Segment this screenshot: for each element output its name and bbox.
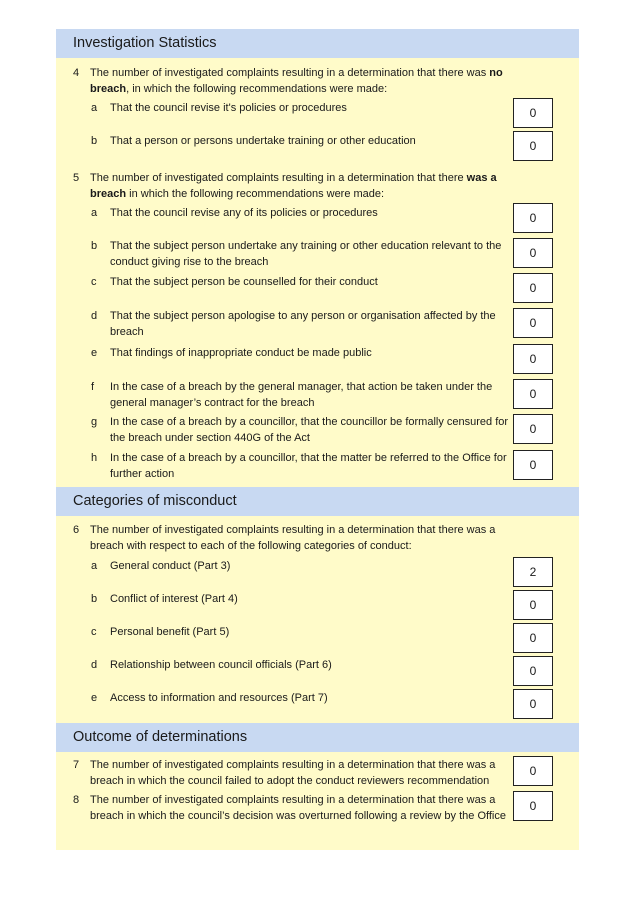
question-4-number: 4 — [73, 67, 80, 79]
section-header-categories-of-misconduct: Categories of misconduct — [56, 487, 579, 516]
q6-item-e-value[interactable]: 0 — [513, 689, 553, 719]
q6-item-d-text: Relationship between council officials (Part 6) — [110, 659, 332, 671]
q6-item-e-text: Access to information and resources (Part 7) — [110, 692, 328, 704]
q4-item-b-letter: b — [91, 135, 98, 147]
q5-item-f-text: In the case of a breach by the general manager, that action be taken under the general manager’s contract for the breach — [110, 381, 493, 409]
q6-item-c-value[interactable]: 0 — [513, 623, 553, 653]
q6-item-c-text: Personal benefit (Part 5) — [110, 626, 230, 638]
section-header-investigation-statistics: Investigation Statistics — [56, 29, 579, 58]
q4-item-b-text: That a person or persons undertake training or other education — [110, 135, 416, 147]
q5-item-g-text: In the case of a breach by a councillor, that the councillor be formally censured for the breach under section 440G of the Act — [110, 416, 509, 444]
q5-item-h-value[interactable]: 0 — [513, 450, 553, 480]
q5-item-h-text: In the case of a breach by a councillor, that the matter be referred to the Office for further action — [110, 452, 507, 480]
question-7-number: 7 — [73, 759, 80, 771]
q6-item-d-value[interactable]: 0 — [513, 656, 553, 686]
q5-item-h-letter: h — [91, 452, 98, 464]
question-5-text: The number of investigated complaints resulting in a determination that there was a breach in which the following recommendations were made: — [90, 172, 497, 200]
q5-item-d-value[interactable]: 0 — [513, 308, 553, 338]
q5-item-d-text: That the subject person apologise to any person or organisation affected by the breach — [110, 310, 496, 338]
q7-value[interactable]: 0 — [513, 756, 553, 786]
q4-item-a-text: That the council revise it's policies or procedures — [110, 102, 347, 114]
q5-item-e-letter: e — [91, 347, 98, 359]
q5-item-g-letter: g — [91, 416, 98, 428]
q5-item-a-text: That the council revise any of its policies or procedures — [110, 207, 378, 219]
q5-item-g-value[interactable]: 0 — [513, 414, 553, 444]
question-8-text: The number of investigated complaints resulting in a determination that there was a breach in which the council’s decision was overturned following a review by the Office — [90, 794, 506, 822]
q6-item-a-letter: a — [91, 560, 98, 572]
q5-item-f-letter: f — [91, 381, 95, 393]
question-7-text: The number of investigated complaints resulting in a determination that there was a breach in which the council failed to adopt the conduct reviewers recommendation — [90, 759, 496, 787]
question-6-number: 6 — [73, 524, 80, 536]
q5-item-f-value[interactable]: 0 — [513, 379, 553, 409]
q5-item-e-text: That findings of inappropriate conduct be made public — [110, 347, 372, 359]
q4-item-b-value[interactable]: 0 — [513, 131, 553, 161]
question-8-number: 8 — [73, 794, 80, 806]
q5-item-c-value[interactable]: 0 — [513, 273, 553, 303]
q5-item-d-letter: d — [91, 310, 98, 322]
q5-item-b-letter: b — [91, 240, 98, 252]
q8-value[interactable]: 0 — [513, 791, 553, 821]
q6-item-e-letter: e — [91, 692, 98, 704]
q6-item-c-letter: c — [91, 626, 97, 638]
q5-item-a-value[interactable]: 0 — [513, 203, 553, 233]
question-6-text: The number of investigated complaints resulting in a determination that there was a breach with respect to each of the following categories of conduct: — [90, 524, 496, 552]
question-5-number: 5 — [73, 172, 80, 184]
q6-item-b-value[interactable]: 0 — [513, 590, 553, 620]
q6-item-a-text: General conduct (Part 3) — [110, 560, 231, 572]
q4-item-a-value[interactable]: 0 — [513, 98, 553, 128]
q5-item-e-value[interactable]: 0 — [513, 344, 553, 374]
q5-item-b-text: That the subject person undertake any training or other education relevant to the conduct giving rise to the breach — [110, 240, 502, 268]
q5-item-c-text: That the subject person be counselled for their conduct — [110, 276, 378, 288]
section-header-outcome-of-determinations: Outcome of determinations — [56, 723, 579, 752]
q5-item-c-letter: c — [91, 276, 97, 288]
q6-item-d-letter: d — [91, 659, 98, 671]
q6-item-a-value[interactable]: 2 — [513, 557, 553, 587]
q5-item-a-letter: a — [91, 207, 98, 219]
q6-item-b-letter: b — [91, 593, 98, 605]
q5-item-b-value[interactable]: 0 — [513, 238, 553, 268]
q6-item-b-text: Conflict of interest (Part 4) — [110, 593, 238, 605]
q4-item-a-letter: a — [91, 102, 98, 114]
question-4-text: The number of investigated complaints resulting in a determination that there was no breach, in which the following recommendations were made: — [90, 67, 503, 95]
